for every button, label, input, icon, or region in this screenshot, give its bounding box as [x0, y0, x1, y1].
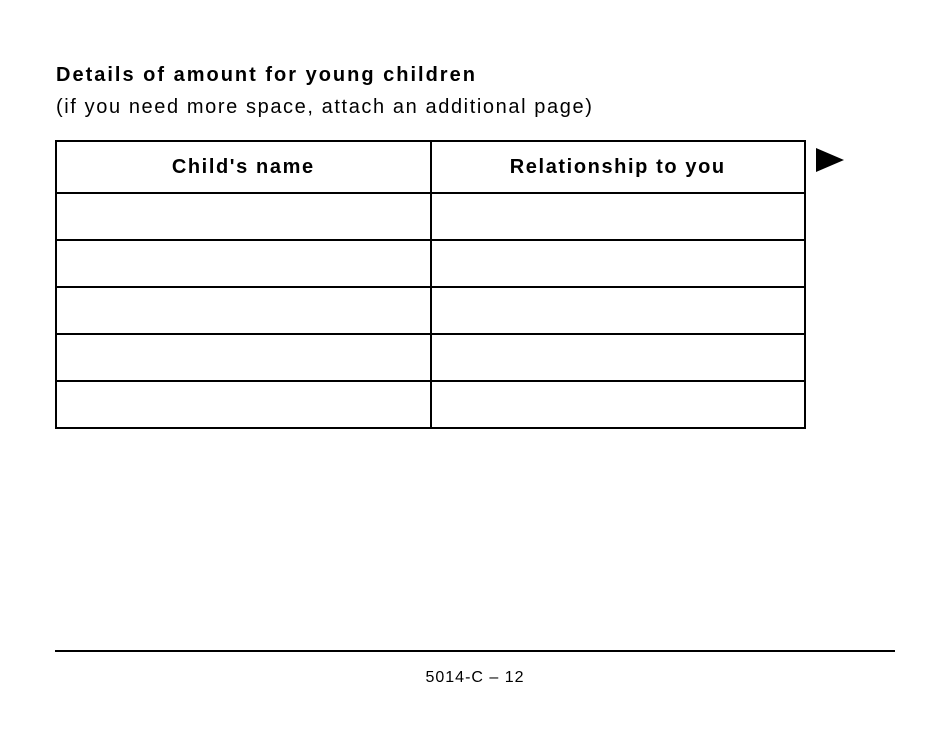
column-header-relationship: Relationship to you — [431, 141, 806, 193]
table-cell — [56, 240, 431, 287]
table-cell — [431, 240, 806, 287]
table-row — [56, 287, 805, 334]
relationship-field-2[interactable] — [432, 241, 805, 286]
table-row — [56, 193, 805, 240]
young-children-table — [55, 140, 806, 429]
column-header-childs-name: Child's name — [56, 141, 431, 193]
childs-name-field-2[interactable] — [57, 241, 430, 286]
relationship-field-3[interactable] — [432, 288, 805, 333]
table-cell — [431, 381, 806, 428]
childs-name-field-3[interactable] — [57, 288, 430, 333]
section-heading: Details of amount for young children — [56, 64, 477, 86]
table-cell — [56, 334, 431, 381]
childs-name-field-5[interactable] — [57, 382, 430, 427]
section-instructions: (if you need more space, attach an additional page) — [56, 96, 594, 118]
right-arrow-icon — [816, 148, 844, 172]
table-cell — [431, 334, 806, 381]
page-number: 5014-C – 12 — [425, 669, 525, 686]
table-row — [56, 334, 805, 381]
table-header-row — [56, 141, 805, 193]
table-cell — [56, 381, 431, 428]
table-row — [56, 381, 805, 428]
relationship-field-1[interactable] — [432, 194, 805, 239]
childs-name-field-1[interactable] — [57, 194, 430, 239]
childs-name-field-4[interactable] — [57, 335, 430, 380]
footer-divider — [55, 650, 895, 652]
relationship-field-4[interactable] — [432, 335, 805, 380]
table-cell — [56, 193, 431, 240]
table-cell — [431, 287, 806, 334]
relationship-field-5[interactable] — [432, 382, 805, 427]
table-cell — [431, 193, 806, 240]
table-row — [56, 240, 805, 287]
table-cell — [56, 287, 431, 334]
